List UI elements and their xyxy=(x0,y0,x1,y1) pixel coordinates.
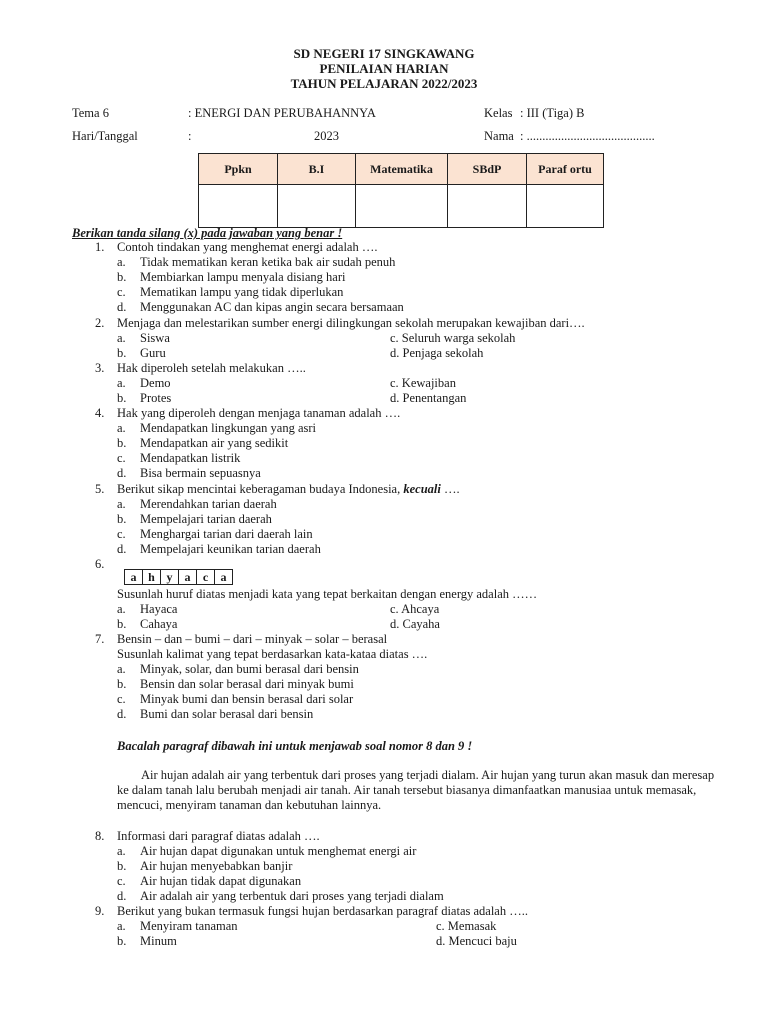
hari-label: Hari/Tanggal xyxy=(72,129,138,143)
option-letter[interactable]: b. xyxy=(117,512,127,526)
option-text[interactable]: c. Ahcaya xyxy=(390,602,440,616)
option-text[interactable]: Bensin dan solar berasal dari minyak bumi xyxy=(140,677,354,691)
option-text[interactable]: Mendapatkan listrik xyxy=(140,451,241,465)
question-text: Bensin – dan – bumi – dari – minyak – solar – berasal xyxy=(117,632,388,646)
academic-year: TAHUN PELAJARAN 2022/2023 xyxy=(290,76,478,91)
question-text: Informasi dari paragraf diatas adalah …. xyxy=(117,829,320,843)
question-text: Susunlah huruf diatas menjadi kata yang tepat berkaitan dengan energy adalah …… xyxy=(117,587,538,601)
question-number: 4. xyxy=(95,406,105,420)
option-letter[interactable]: b. xyxy=(117,677,127,691)
option-letter[interactable]: a. xyxy=(117,497,126,511)
option-letter[interactable]: a. xyxy=(117,376,126,390)
option-text[interactable]: Mendapatkan lingkungan yang asri xyxy=(140,421,316,435)
option-text[interactable]: Minum xyxy=(140,934,177,948)
option-text[interactable]: Mempelajari tarian daerah xyxy=(140,512,272,526)
option-letter[interactable]: c. xyxy=(117,692,126,706)
question-number: 2. xyxy=(95,316,105,330)
option-text[interactable]: Bisa bermain sepuasnya xyxy=(140,466,261,480)
option-letter[interactable]: b. xyxy=(117,346,127,360)
option-text[interactable]: Minyak bumi dan bensin berasal dari solar xyxy=(140,692,354,706)
option-text[interactable]: Menggunakan AC dan kipas angin secara bersamaan xyxy=(140,300,404,314)
option-text[interactable]: Menyiram tanaman xyxy=(140,919,238,933)
option-text[interactable]: Guru xyxy=(140,346,166,360)
question-number: 6. xyxy=(95,557,105,571)
question-text: Berikut yang bukan termasuk fungsi hujan berdasarkan paragraf diatas adalah ….. xyxy=(117,904,528,918)
option-letter[interactable]: a. xyxy=(117,421,126,435)
option-letter[interactable]: b. xyxy=(117,436,127,450)
score-cell-bi[interactable] xyxy=(278,185,356,228)
question-text-main: Berikut sikap mencintai keberagaman budaya Indonesia, xyxy=(117,482,401,496)
instruction: Berikan tanda silang (x) pada jawaban yang benar ! xyxy=(72,226,343,240)
score-cell-ppkn[interactable] xyxy=(199,185,278,228)
option-text[interactable]: Air hujan dapat digunakan untuk menghemat energi air xyxy=(140,844,417,858)
option-letter[interactable]: b. xyxy=(117,859,127,873)
option-text[interactable]: d. Mencuci baju xyxy=(436,934,517,948)
option-letter[interactable]: b. xyxy=(117,270,127,284)
letter-box: a xyxy=(125,570,143,585)
option-letter[interactable]: a. xyxy=(117,331,126,345)
letter-box: c xyxy=(197,570,215,585)
score-header-sbdp: SBdP xyxy=(448,154,527,185)
option-letter[interactable]: b. xyxy=(117,934,127,948)
option-text[interactable]: d. Cayaha xyxy=(390,617,440,631)
option-text[interactable]: Membiarkan lampu menyala disiang hari xyxy=(140,270,346,284)
question-number: 7. xyxy=(95,632,105,646)
question-number: 3. xyxy=(95,361,105,375)
kelas-label: Kelas xyxy=(484,106,513,120)
tema-label: Tema 6 xyxy=(72,106,109,120)
nama-value: : ......................................... xyxy=(520,129,655,143)
hari-value: 2023 xyxy=(314,129,339,143)
question-text-tail: …. xyxy=(440,482,460,496)
assessment-title: PENILAIAN HARIAN xyxy=(319,61,449,76)
option-letter[interactable]: b. xyxy=(117,617,127,631)
letter-box: a xyxy=(215,570,233,585)
option-text[interactable]: Merendahkan tarian daerah xyxy=(140,497,277,511)
option-text[interactable]: Minyak, solar, dan bumi berasal dari bensin xyxy=(140,662,359,676)
question-number: 8. xyxy=(95,829,105,843)
score-cell-sbdp[interactable] xyxy=(448,185,527,228)
question-text: Hak diperoleh setelah melakukan ….. xyxy=(117,361,306,375)
option-letter[interactable]: d. xyxy=(117,466,127,480)
score-header-matematika: Matematika xyxy=(356,154,448,185)
option-letter[interactable]: c. xyxy=(117,451,126,465)
option-letter[interactable]: a. xyxy=(117,844,126,858)
question-emphasis: kecuali xyxy=(403,482,441,496)
option-letter[interactable]: d. xyxy=(117,707,127,721)
option-letter[interactable]: a. xyxy=(117,602,126,616)
nama-label: Nama xyxy=(484,129,514,143)
kelas-value: : III (Tiga) B xyxy=(520,106,585,120)
question-text: Contoh tindakan yang menghemat energi adalah …. xyxy=(117,240,378,254)
option-text[interactable]: Air hujan tidak dapat digunakan xyxy=(140,874,302,888)
option-letter[interactable]: c. xyxy=(117,285,126,299)
score-cell-matematika[interactable] xyxy=(356,185,448,228)
option-text[interactable]: Protes xyxy=(140,391,172,405)
option-text[interactable]: Menghargai tarian dari daerah lain xyxy=(140,527,313,541)
option-letter[interactable]: c. xyxy=(117,874,126,888)
question-text-secondary: Susunlah kalimat yang tepat berdasarkan kata-kataa diatas …. xyxy=(117,647,428,661)
option-text[interactable]: Mendapatkan air yang sedikit xyxy=(140,436,289,450)
tema-value: : ENERGI DAN PERUBAHANNYA xyxy=(188,106,376,120)
score-cell-paraf[interactable] xyxy=(527,185,604,228)
option-text[interactable]: d. Penentangan xyxy=(390,391,467,405)
option-text[interactable]: Air adalah air yang terbentuk dari proses yang terjadi dialam xyxy=(140,889,444,903)
option-letter[interactable]: d. xyxy=(117,300,127,314)
reading-instruction: Bacalah paragraf dibawah ini untuk menjawab soal nomor 8 dan 9 ! xyxy=(117,739,473,753)
option-text[interactable]: Mempelajari keunikan tarian daerah xyxy=(140,542,321,556)
option-letter[interactable]: c. xyxy=(117,527,126,541)
option-text[interactable]: Hayaca xyxy=(140,602,178,616)
option-text[interactable]: Tidak mematikan keran ketika bak air sudah penuh xyxy=(140,255,396,269)
option-text[interactable]: Mematikan lampu yang tidak diperlukan xyxy=(140,285,344,299)
question-text: Menjaga dan melestarikan sumber energi dilingkungan sekolah merupakan kewajiban dari…. xyxy=(117,316,585,330)
option-text[interactable]: c. Memasak xyxy=(436,919,497,933)
score-header-bi: B.I xyxy=(278,154,356,185)
score-header-paraf: Paraf ortu xyxy=(527,154,604,185)
option-text[interactable]: Demo xyxy=(140,376,171,390)
option-text[interactable]: Siswa xyxy=(140,331,170,345)
hari-colon: : xyxy=(188,129,192,143)
letter-box: h xyxy=(143,570,161,585)
question-text xyxy=(117,482,460,497)
question-number: 1. xyxy=(95,240,105,254)
letter-box: a xyxy=(179,570,197,585)
question-text: Hak yang diperoleh dengan menjaga tanaman adalah …. xyxy=(117,406,401,420)
option-text[interactable]: Cahaya xyxy=(140,617,178,631)
option-text[interactable]: Bumi dan solar berasal dari bensin xyxy=(140,707,314,721)
option-letter[interactable]: d. xyxy=(117,542,127,556)
option-text[interactable]: Air hujan menyebabkan banjir xyxy=(140,859,293,873)
letter-box: y xyxy=(161,570,179,585)
option-text[interactable]: d. Penjaga sekolah xyxy=(390,346,484,360)
option-text[interactable]: c. Kewajiban xyxy=(390,376,456,390)
option-letter[interactable]: a. xyxy=(117,255,126,269)
scrambled-letters xyxy=(124,569,233,585)
reading-paragraph: Air hujan adalah air yang terbentuk dari proses yang terjadi dialam. Air hujan yang turun akan masuk dan meresap ke dalam tanah lalu berubah menjadi air tanah. Air tanah tersebut biasanya dimanfaatkan manusiaa untuk memasak, mencuci, menyiram tanaman dan kebutuhan lainnya. xyxy=(117,768,715,812)
score-table xyxy=(198,153,604,228)
score-header-ppkn: Ppkn xyxy=(199,154,278,185)
option-text[interactable]: c. Seluruh warga sekolah xyxy=(390,331,516,345)
question-number: 5. xyxy=(95,482,105,496)
option-letter[interactable]: d. xyxy=(117,889,127,903)
option-letter[interactable]: a. xyxy=(117,919,126,933)
option-letter[interactable]: a. xyxy=(117,662,126,676)
school-name: SD NEGERI 17 SINGKAWANG xyxy=(293,46,475,61)
option-letter[interactable]: b. xyxy=(117,391,127,405)
question-number: 9. xyxy=(95,904,105,918)
